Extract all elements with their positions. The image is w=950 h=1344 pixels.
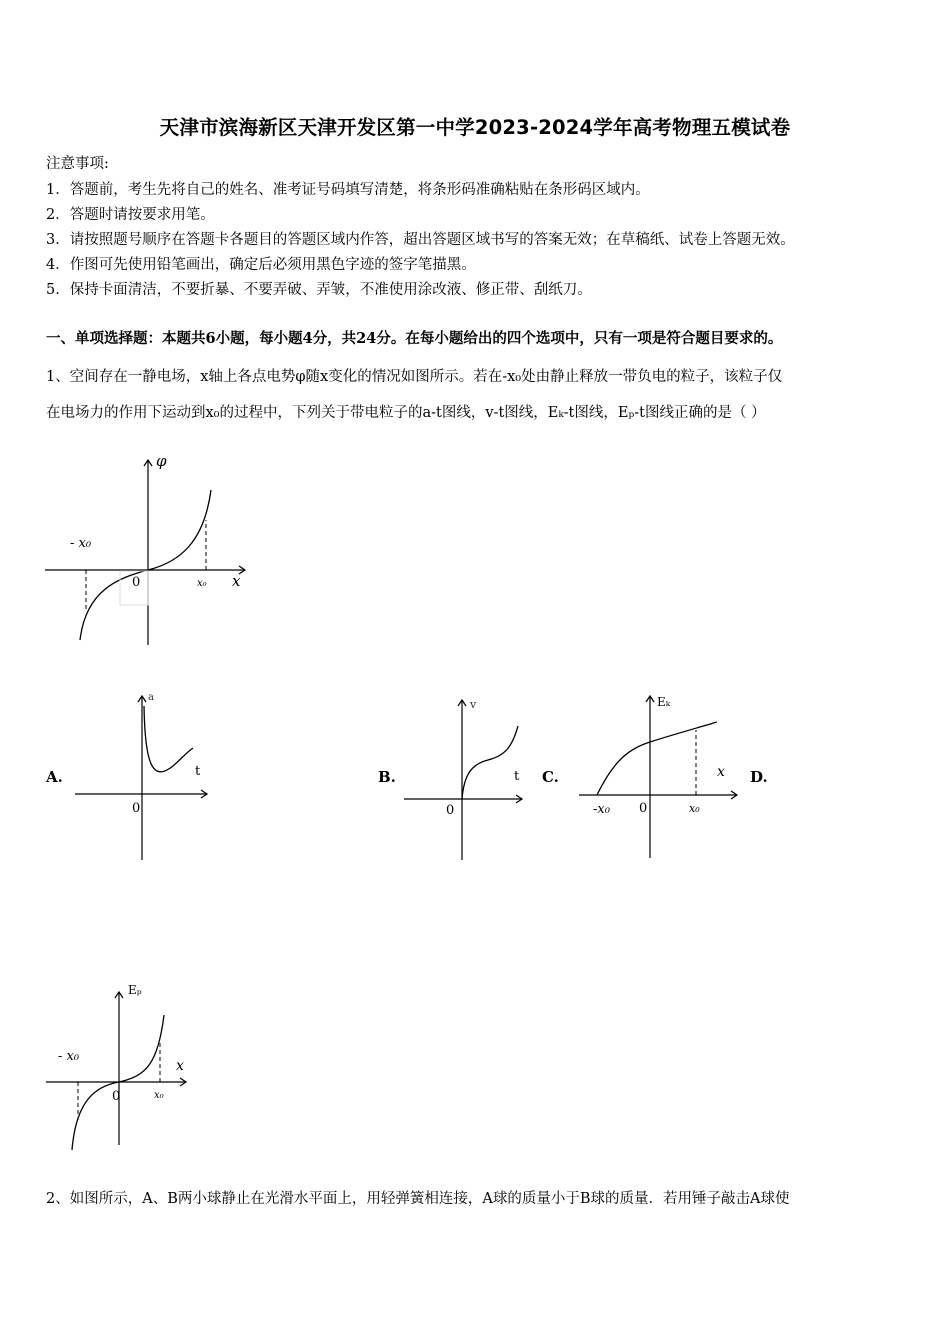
- notice-item: 2．答题时请按要求用笔。: [46, 207, 215, 223]
- y-axis-label: v: [470, 698, 477, 711]
- option-b-letter[interactable]: B.: [378, 768, 396, 786]
- origin-label: 0: [639, 801, 648, 816]
- origin-label: 0: [446, 803, 455, 818]
- option-a-letter[interactable]: A.: [46, 768, 63, 786]
- option-b-graph[interactable]: [400, 692, 540, 864]
- notice-item: 1．答题前，考生先将自己的姓名、准考证号码填写清楚，将条形码准确粘贴在条形码区域内。: [46, 182, 650, 198]
- question-2-line: 2、如图所示，A、B两小球静止在光滑水平面上，用轻弹簧相连接，A球的质量小于B球的质量．若用锤子敲击A球使: [46, 1191, 790, 1207]
- option-c-graph[interactable]: [575, 688, 745, 864]
- ek-x-curve: [597, 722, 717, 795]
- y-axis-label: φ: [156, 452, 167, 470]
- notice-item: 3．请按照题号顺序在答题卡各题目的答题区域内作答，超出答题区域书写的答案无效；在草稿纸、试卷上答题无效。: [46, 232, 795, 248]
- option-c-letter[interactable]: C.: [542, 768, 559, 786]
- y-axis-label: Eₚ: [128, 983, 142, 997]
- notice-item: 5．保持卡面清洁，不要折暴、不要弄破、弄皱，不准使用涂改液、修正带、刮纸刀。: [46, 282, 592, 298]
- page-title: 天津市滨海新区天津开发区第一中学2023-2024学年高考物理五模试卷: [159, 116, 791, 139]
- neg-x0-label: - x₀: [70, 536, 92, 551]
- origin-label: 0: [132, 801, 141, 816]
- x-axis-label: x: [232, 572, 241, 590]
- phi-x-graph: [40, 450, 260, 650]
- pos-x0-label: x₀: [689, 802, 700, 815]
- y-axis-label: a: [148, 692, 154, 703]
- neg-x0-label: -x₀: [593, 802, 610, 817]
- y-axis-label: Eₖ: [657, 695, 671, 709]
- x-axis-label: t: [514, 769, 520, 784]
- phi-curve: [80, 490, 211, 640]
- neg-x0-label: - x₀: [58, 1049, 80, 1064]
- option-d-graph[interactable]: [40, 980, 200, 1155]
- section-heading: 一、单项选择题：本题共6小题，每小题4分，共24分。在每小题给出的四个选项中，只有一项是符合题目要求的。: [46, 330, 783, 347]
- origin-label: 0: [112, 1089, 121, 1104]
- x-axis-label: x: [176, 1058, 184, 1074]
- notice-item: 4．作图可先使用铅笔画出，确定后必须用黑色字迹的签字笔描黑。: [46, 257, 476, 273]
- pos-x0-label: x₀: [154, 1090, 164, 1101]
- origin-label: 0: [132, 575, 141, 590]
- v-t-curve: [462, 726, 518, 799]
- option-d-letter[interactable]: D.: [750, 768, 768, 786]
- question-1-line: 1、空间存在一静电场，x轴上各点电势φ随x变化的情况如图所示。若在-x₀处由静止释放一带负电的粒子，该粒子仅: [46, 369, 783, 385]
- question-1-line: 在电场力的作用下运动到x₀的过程中，下列关于带电粒子的a-t图线，v-t图线，Eₖ-t图线，Eₚ-t图线正确的是（ ）: [46, 405, 766, 421]
- pos-x0-label: x₀: [197, 578, 207, 589]
- notice-heading: 注意事项:: [46, 156, 109, 172]
- option-a-graph[interactable]: [65, 688, 225, 868]
- x-axis-label: x: [717, 764, 725, 780]
- x-axis-label: t: [195, 764, 201, 779]
- a-t-curve: [144, 706, 193, 772]
